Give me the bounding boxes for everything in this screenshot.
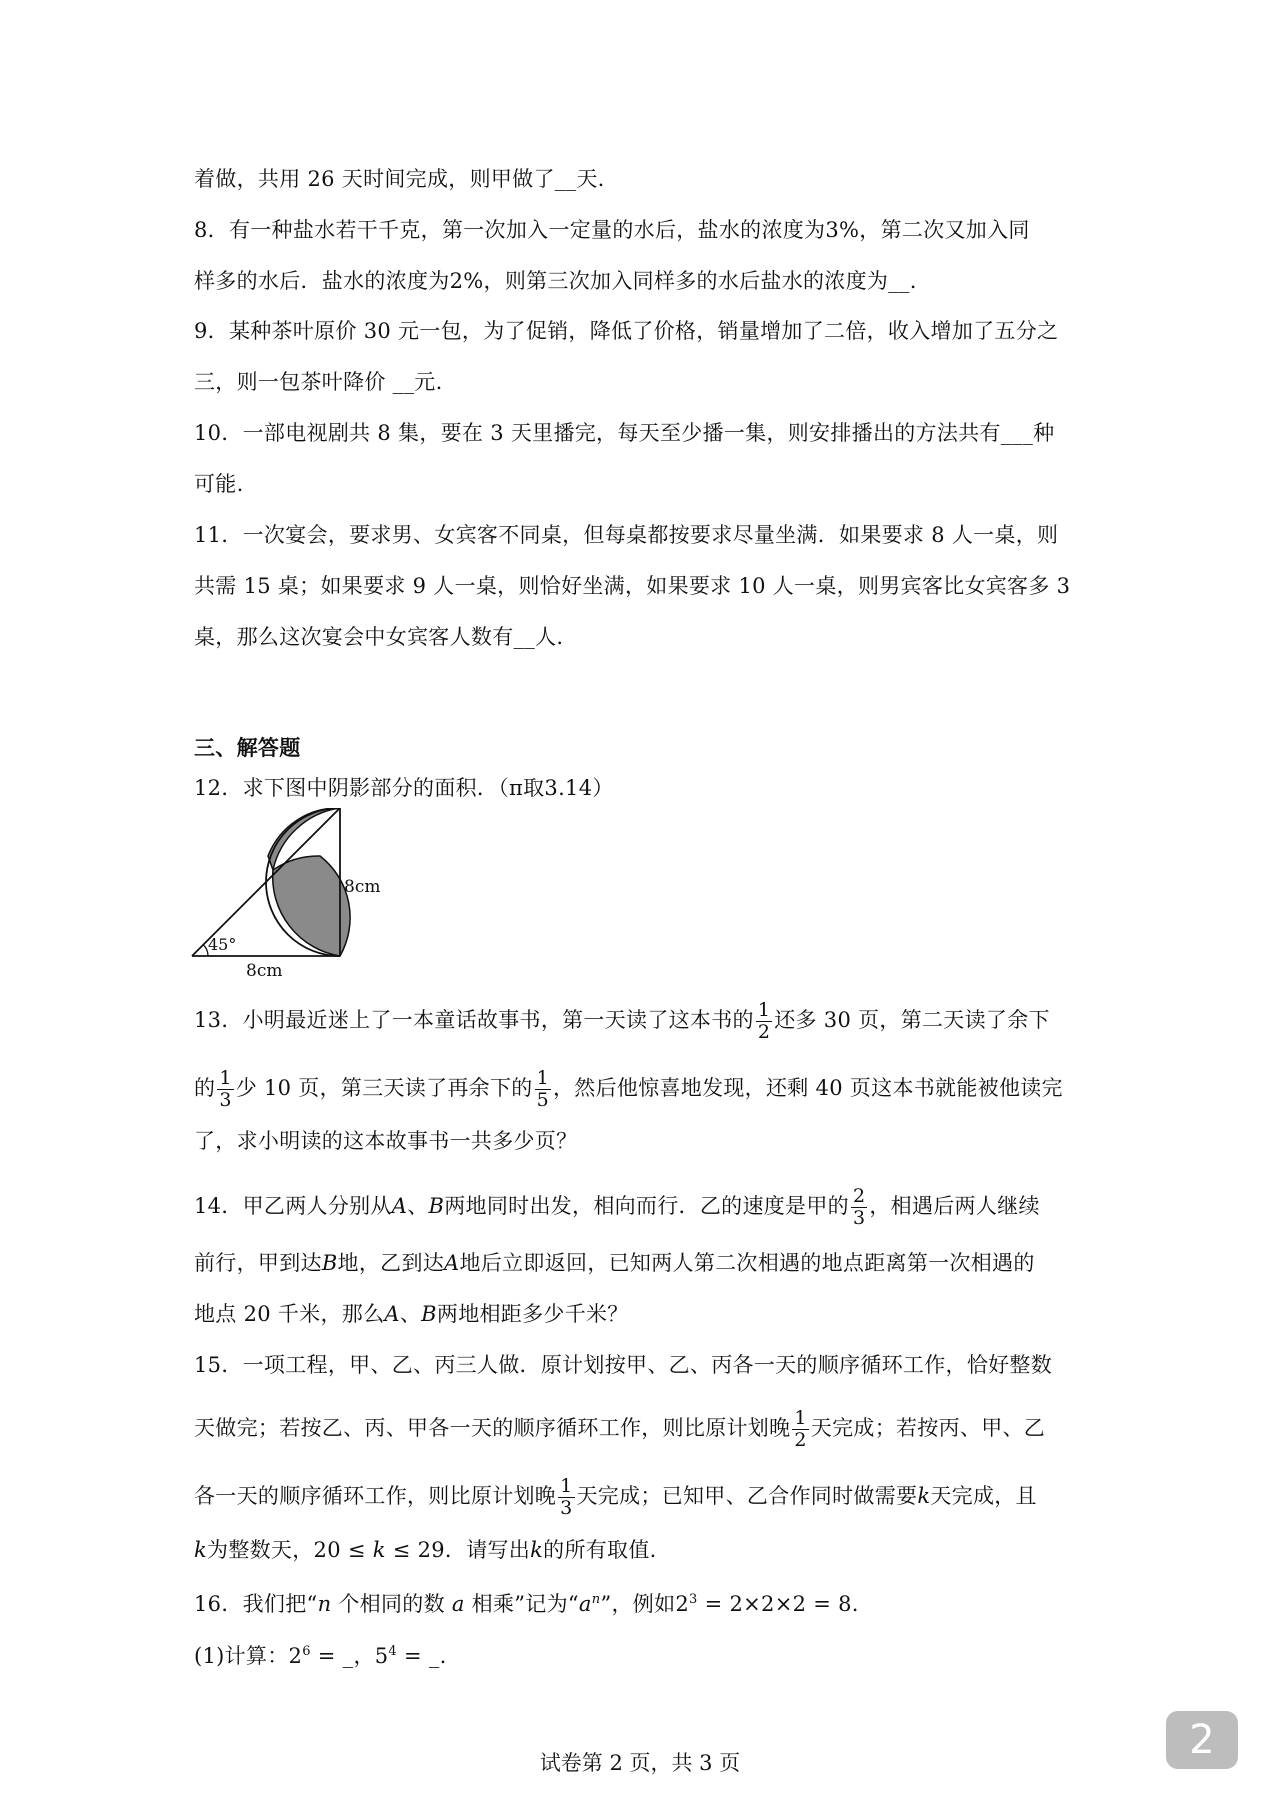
q8-line1: 8．有一种盐水若干千克，第一次加入一定量的水后，盐水的浓度为3%，第二次又加入同	[194, 218, 1030, 242]
q12-text: 12．求下图中阴影部分的面积．（π取3.14）	[194, 776, 614, 800]
q10-line1: 10．一部电视剧共 8 集，要在 3 天里播完，每天至少播一集，则安排播出的方法共有___种	[194, 421, 1055, 445]
q11-line3: 桌，那么这次宴会中女宾客人数有__人.	[194, 625, 564, 649]
q7-continuation: 着做，共用 26 天时间完成，则甲做了__天.	[194, 167, 605, 191]
q9-line2: 三，则一包茶叶降价 __元.	[194, 370, 443, 394]
page-number-badge: 2	[1166, 1711, 1238, 1769]
fraction: $\frac{1}{2}$	[794, 1407, 807, 1451]
q9-line1: 9．某种茶叶原价 30 元一包，为了促销，降低了价格，销量增加了二倍，收入增加了五分之	[194, 319, 1059, 343]
fraction: $\frac{1}{2}$	[757, 999, 771, 1043]
q14-line2: 前行，甲到达B地，乙到达A地后立即返回，已知两人第二次相遇的地点距离第一次相遇的	[194, 1251, 1035, 1275]
q15-line4: k为整数天，20 ≤ k ≤ 29．请写出k的所有取值.	[194, 1538, 657, 1562]
label-angle: 45°	[208, 935, 237, 954]
q14-line3: 地点 20 千米，那么A、B两地相距多少千米？	[194, 1302, 629, 1326]
q15-line2: 天做完；若按乙、丙、甲各一天的顺序循环工作，则比原计划晚 $\frac{1}{2}$ 天完成；若按丙、甲、乙	[194, 1407, 1046, 1451]
q15-line3: 各一天的顺序循环工作，则比原计划晚 $\frac{1}{3}$ 天完成；已知甲、乙合作同时做需要k天完成，且	[194, 1475, 1037, 1519]
fraction: $\frac{1}{3}$	[219, 1067, 232, 1111]
section-heading-answers: 三、解答题	[194, 735, 301, 760]
shaded-lens-lower	[273, 856, 350, 956]
q15-line1: 15．一项工程，甲、乙、丙三人做．原计划按甲、乙、丙各一天的顺序循环工作，恰好整数	[194, 1353, 1053, 1377]
q13-line3: 了，求小明读的这本故事书一共多少页？	[194, 1129, 578, 1153]
q11-line1: 11．一次宴会，要求男、女宾客不同桌，但每桌都按要求尽量坐满．如果要求 8 人一桌，则	[194, 523, 1059, 547]
q10-line2: 可能.	[194, 472, 244, 496]
q13-line2: 的 $\frac{1}{3}$ 少 10 页，第三天读了再余下的 $\frac{1}{5}$ ，然后他惊喜地发现，还剩 40 页这本书就能被他读完	[194, 1067, 1063, 1111]
fraction: $\frac{2}{3}$	[852, 1185, 866, 1229]
page-footer: 试卷第 2 页，共 3 页	[539, 1751, 741, 1775]
q14-line1: 14．甲乙两人分别从A、B两地同时出发，相向而行．乙的速度是甲的 $\frac{2}{3}$ ，相遇后两人继续	[194, 1185, 1040, 1229]
fraction: $\frac{1}{3}$	[560, 1475, 573, 1519]
q16-line1: 16．我们把“n 个相同的数 a 相乘”记为“$a^n$”，例如$2^3 = 2\times 2\times 2 = 8$.	[194, 1592, 859, 1616]
q16-part1: (1)计算：$2^6$ = _，$5^4$ = _.	[194, 1644, 447, 1668]
q12-figure	[190, 808, 390, 978]
q13-line1: 13．小明最近迷上了一本童话故事书，第一天读了这本书的 $\frac{1}{2}$ 还多 30 页，第二天读了余下	[194, 999, 1050, 1043]
label-base: 8cm	[246, 961, 283, 978]
fraction: $\frac{1}{5}$	[536, 1067, 549, 1111]
label-height: 8cm	[344, 877, 381, 897]
q8-line2: 样多的水后．盐水的浓度为2%，则第三次加入同样多的水后盐水的浓度为__.	[194, 269, 917, 293]
q11-line2: 共需 15 桌；如果要求 9 人一桌，则恰好坐满，如果要求 10 人一桌，则男宾客比女宾客多 3	[194, 574, 1071, 598]
